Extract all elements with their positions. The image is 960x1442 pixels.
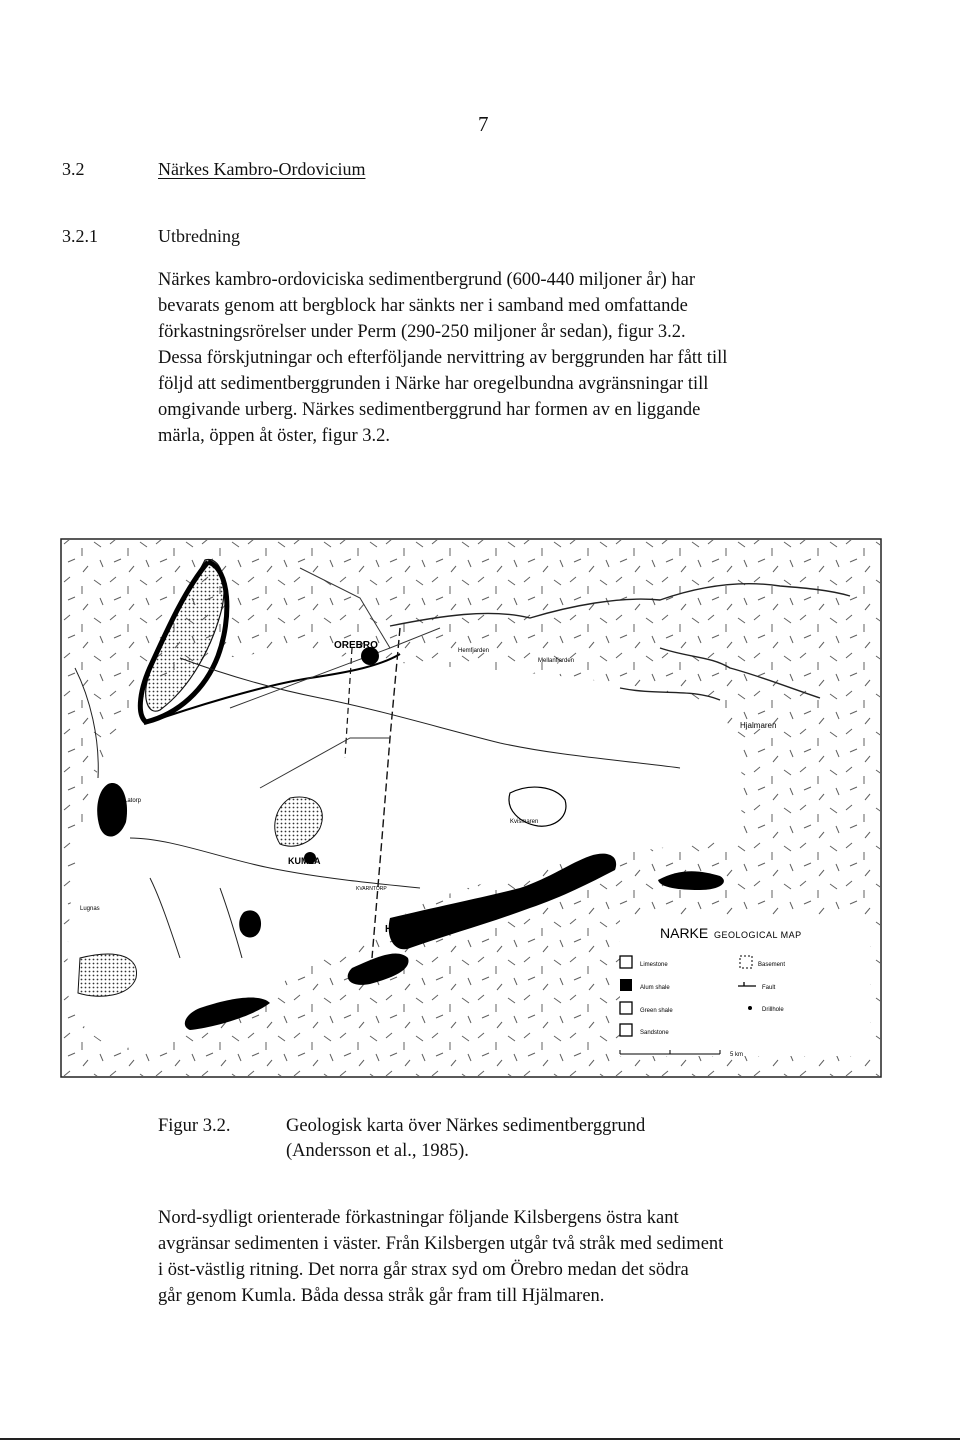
map-legend xyxy=(620,916,870,1058)
legend-swatch-alum-shale xyxy=(620,979,632,991)
legend-swatch-drillhole xyxy=(748,1006,752,1010)
paragraph-line: förkastningsrörelser under Perm (290-250 miljoner år sedan), figur 3.2. xyxy=(158,322,686,342)
paragraph-line: går genom Kumla. Båda dessa stråk går fram till Hjälmaren. xyxy=(158,1286,605,1306)
map-title: NARKE xyxy=(660,925,709,941)
place-label-kvarntorp: KVARNTORP xyxy=(356,886,387,892)
legend-label-green-shale: Green shale xyxy=(640,1008,673,1014)
place-label-mellanfjarden: Mellanfjarden xyxy=(538,658,575,664)
page-bottom-rule xyxy=(0,1438,960,1440)
legend-swatch-green-shale xyxy=(620,1002,632,1014)
place-label-orebro: OREBRO xyxy=(334,640,378,651)
geological-map xyxy=(60,538,882,1078)
paragraph-line: märla, öppen åt öster, figur 3.2. xyxy=(158,426,390,446)
place-label-latorp: Latorp xyxy=(124,798,142,804)
place-label-lugnas: Lugnas xyxy=(80,906,100,912)
paragraph-line: följd att sedimentberggrunden i Närke har oregelbundna avgränsningar till xyxy=(158,374,709,394)
paragraph-line: Nord-sydligt orienterade förkastningar följande Kilsbergens östra kant xyxy=(158,1208,679,1228)
paragraph-line: bevarats genom att bergblock har sänkts ner i samband med omfattande xyxy=(158,296,688,316)
subsection-number: 3.2.1 xyxy=(62,226,98,246)
figure-caption-line2: (Andersson et al., 1985). xyxy=(286,1141,469,1161)
legend-label-limestone: Limestone xyxy=(640,962,668,968)
place-label-hemfjarden: Hemfjarden xyxy=(458,648,490,654)
paragraph-line: Dessa förskjutningar och efterföljande nervittring av berggrunden har fått till xyxy=(158,348,728,368)
page-number: 7 xyxy=(478,112,489,136)
legend-label-basement: Basement xyxy=(758,962,786,968)
paragraph-faults xyxy=(158,1205,838,1309)
paragraph-line: omgivande urberg. Närkes sedimentberggrund har formen av en liggande xyxy=(158,400,701,420)
scale-label: 5 km xyxy=(730,1052,744,1058)
legend-label-alum-shale: Alum shale xyxy=(640,985,670,991)
place-label-kumla: KUMLA xyxy=(288,856,321,866)
paragraph-intro xyxy=(158,267,818,449)
legend-label-sandstone: Sandstone xyxy=(640,1030,669,1036)
section-title: Närkes Kambro-Ordovicium xyxy=(158,159,366,179)
section-number: 3.2 xyxy=(62,159,85,179)
place-label-hynneberg: Hynneberg xyxy=(385,924,438,935)
legend-label-drillhole: Drillhole xyxy=(762,1007,784,1013)
alum-shale-latorp xyxy=(97,783,127,837)
paragraph-line: i öst-västlig ritning. Det norra går strax syd om Örebro medan det södra xyxy=(158,1260,689,1280)
legend-swatch-limestone xyxy=(620,956,632,968)
legend-swatch-sandstone xyxy=(620,1024,632,1036)
paragraph-line: avgränsar sedimenten i väster. Från Kilsbergen utgår två stråk med sediment xyxy=(158,1234,724,1254)
legend-label-fault: Fault xyxy=(762,985,776,991)
place-label-hjalmaren: Hjalmaren xyxy=(740,721,777,730)
legend-swatch-basement xyxy=(740,956,752,968)
figure-caption-label: Figur 3.2. xyxy=(158,1116,231,1136)
figure-caption-line1: Geologisk karta över Närkes sedimentberggrund xyxy=(286,1116,646,1136)
subsection-title: Utbredning xyxy=(158,226,240,246)
place-label-kvismaren: Kvismaren xyxy=(510,819,539,825)
paragraph-line: Närkes kambro-ordoviciska sedimentbergrund (600-440 miljoner år) har xyxy=(158,270,696,290)
map-subtitle: GEOLOGICAL MAP xyxy=(714,930,802,940)
alum-shale-small xyxy=(239,910,261,937)
